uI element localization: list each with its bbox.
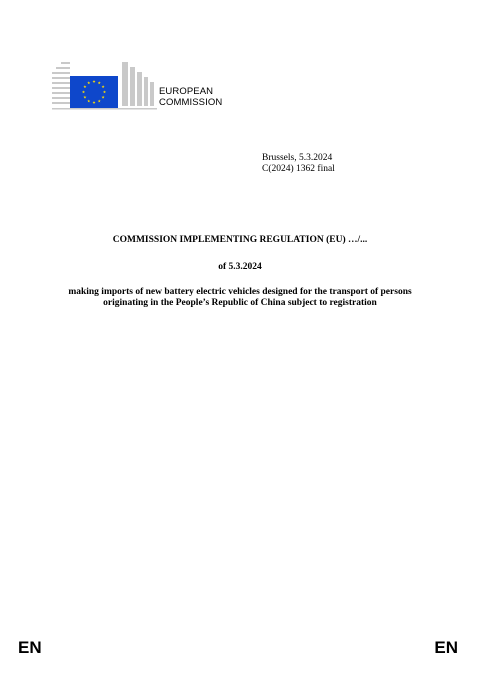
- regulation-title: COMMISSION IMPLEMENTING REGULATION (EU) …/...: [112, 235, 368, 245]
- reference-block: [262, 153, 335, 175]
- logo-line-european: EUROPEAN: [159, 86, 214, 97]
- language-code-left: EN: [18, 638, 42, 657]
- logo-text: [159, 86, 222, 108]
- place-date: Brussels, 5.3.2024: [262, 153, 333, 163]
- document-number: C(2024) 1362 final: [262, 164, 335, 174]
- regulation-subject: [30, 287, 450, 309]
- subject-line-1: making imports of new battery electric vehicles designed for the transport of persons: [68, 287, 412, 297]
- european-commission-logo: [52, 58, 232, 110]
- subject-line-2: originating in the People’s Republic of China subject to registration: [103, 298, 377, 308]
- logo-line-commission: COMMISSION: [159, 97, 223, 108]
- eu-flag-building-icon: [52, 58, 157, 110]
- regulation-date: of 5.3.2024: [218, 262, 262, 272]
- language-code-right: EN: [434, 638, 458, 657]
